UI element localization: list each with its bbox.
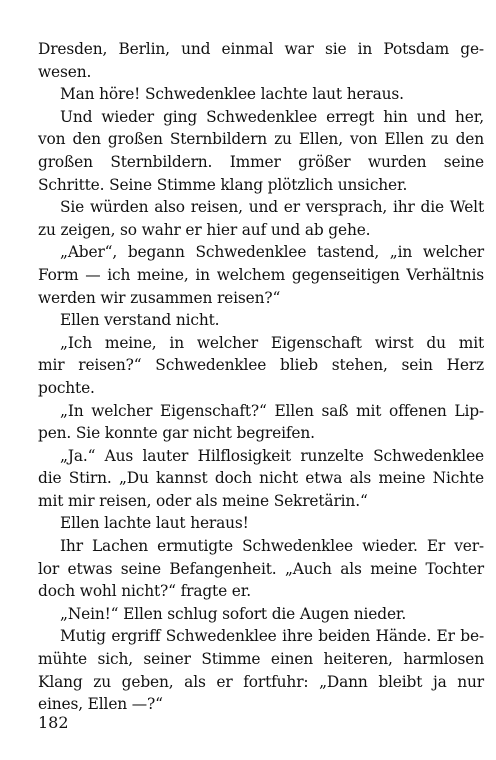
text-line: die Stirn. „Du kannst doch nicht etwa als meine Nichte	[38, 469, 484, 488]
text-line: mir reisen?“ Schwedenklee blieb stehen, sein Herz	[38, 356, 484, 375]
text-line: „Ja.“ Aus lauter Hilflosigkeit runzelte Schwedenklee	[60, 446, 484, 465]
text-line: mühte sich, seiner Stimme einen heiteren, harmlosen	[38, 650, 484, 669]
text-line: „Ich meine, in welcher Eigenschaft wirst du mit	[60, 333, 484, 352]
text-line: mit mir reisen, oder als meine Sekretärin.“	[38, 491, 368, 510]
text-line: Klang zu geben, als er fortfuhr: „Dann bleibt ja nur	[38, 672, 484, 691]
text-line: pochte.	[38, 378, 95, 397]
text-line: eines, Ellen —?“	[38, 695, 163, 714]
text-line: Und wieder ging Schwedenklee erregt hin und her,	[60, 107, 484, 126]
text-line: Schritte. Seine Stimme klang plötzlich unsicher.	[38, 175, 408, 194]
text-line: lor etwas seine Befangenheit. „Auch als meine Tochter	[38, 559, 484, 578]
text-line: Ellen verstand nicht.	[60, 311, 220, 330]
text-line: „In welcher Eigenschaft?“ Ellen saß mit offenen Lip-	[60, 401, 484, 420]
text-line: Ihr Lachen ermutigte Schwedenklee wieder. Er ver-	[60, 537, 484, 556]
text-line: von den großen Sternbildern zu Ellen, von Ellen zu den	[38, 130, 484, 149]
text-line: „Aber“, begann Schwedenklee tastend, „in welcher	[60, 243, 484, 262]
text-line: wesen.	[38, 62, 92, 81]
text-line: zu zeigen, so wahr er hier auf und ab gehe.	[38, 220, 371, 239]
page-number: 182	[38, 713, 69, 732]
text-line: „Nein!“ Ellen schlug sofort die Augen nieder.	[60, 604, 407, 623]
text-line: Dresden, Berlin, und einmal war sie in Potsdam ge-	[38, 40, 484, 58]
text-line: großen Sternbildern. Immer größer wurden seine	[38, 152, 484, 171]
text-line: werden wir zusammen reisen?“	[38, 288, 281, 307]
text-line: Sie würden also reisen, und er versprach, ihr die Welt	[60, 198, 484, 217]
text-line: Form — ich meine, in welchem gegenseitigen Verhältnis	[38, 265, 484, 284]
text-line: Mutig ergriff Schwedenklee ihre beiden Hände. Er be-	[60, 627, 484, 646]
text-line: doch wohl nicht?“ fragte er.	[38, 582, 252, 601]
text-line: Man höre! Schwedenklee lachte laut heraus.	[60, 85, 404, 104]
text-line: pen. Sie konnte gar nicht begreifen.	[38, 424, 315, 443]
text-line: Ellen lachte laut heraus!	[60, 514, 249, 533]
book-page-text	[38, 38, 484, 716]
